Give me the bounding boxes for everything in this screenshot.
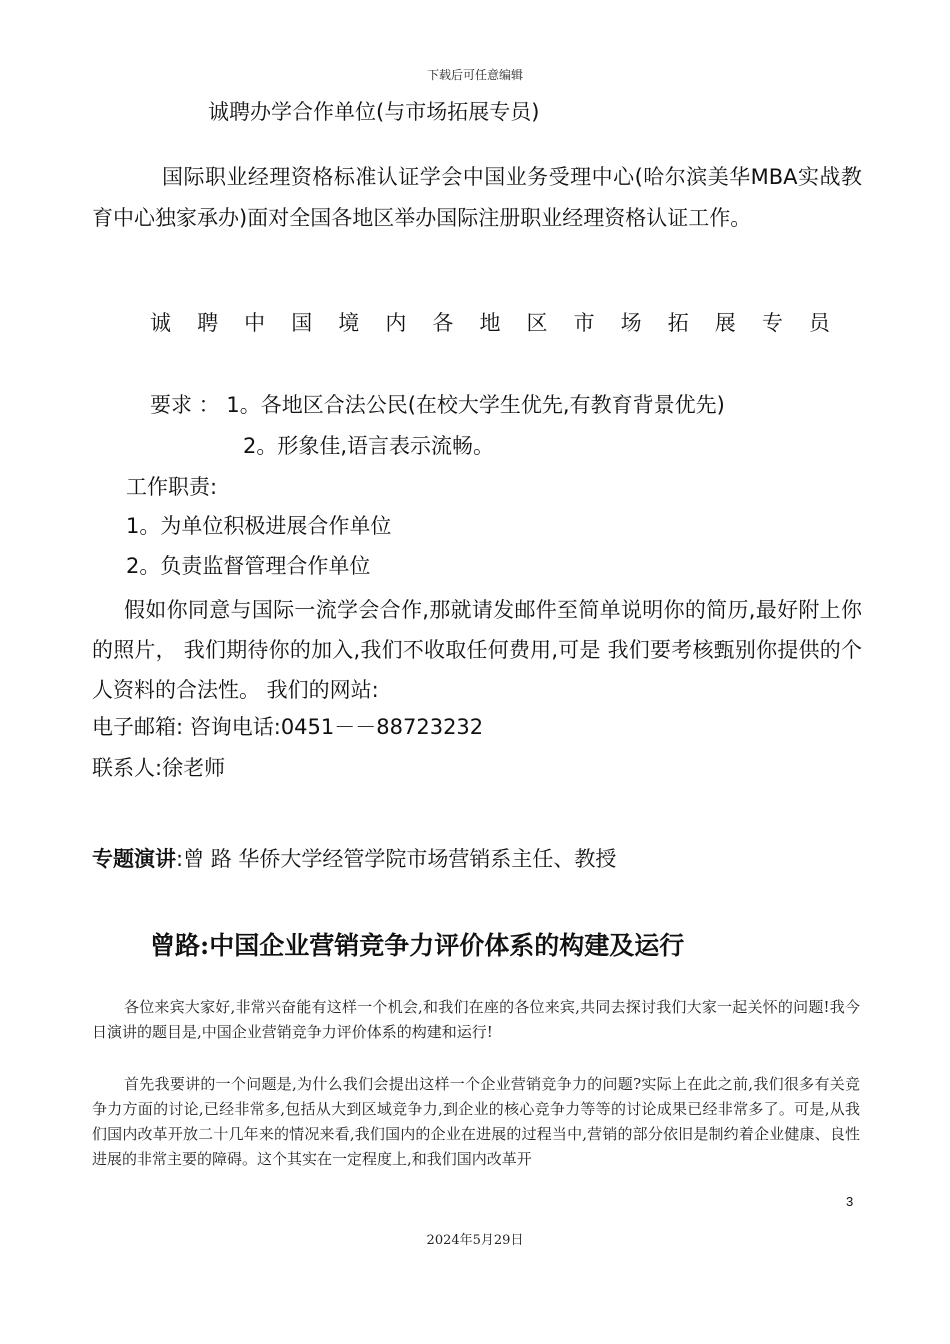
recruit-char: 中 [244, 311, 266, 335]
recruit-char: 地 [479, 311, 501, 335]
lecture-line [92, 843, 616, 873]
body-paragraph-1: 各位来宾大家好,非常兴奋能有这样一个机会,和我们在座的各位来宾,共同去探讨我们大家一起关怀的问题!我今日演讲的题目是,中国企业营销竞争力评价体系的构建和运行! [92, 998, 860, 1041]
duties-heading: 工作职责: [126, 475, 218, 499]
footer-date: 2024年5月29日 [426, 1233, 524, 1248]
body-paragraph-2: 首先我要讲的一个问题是,为什么我们会提出这样一个企业营销竞争力的问题?实际上在此之前,我们很多有关竞争力方面的讨论,已经非常多,包括从大到区域竞争力,到企业的核心竞争力等等的讨论成果已经非常多了。可是,从我们国内改革开放二十几年来的情况来看,我们国内的企业在进展的过程当中,营销的部分依旧是制约着企业健康、良性进展的非常主要的障碍。这个其实在一定程度上,和我们国内改革开 [92, 1075, 860, 1168]
recruit-title: 诚聘办学合作单位(与市场拓展专员) [208, 100, 540, 124]
recruit-char: 市 [573, 311, 595, 335]
recruit-char: 区 [526, 311, 548, 335]
recruit-char: 各 [432, 311, 454, 335]
invite-paragraph: 假如你同意与国际一流学会合作,那就请发邮件至简单说明你的简历,最好附上你的照片， 我们期待你的加入,我们不收取任何费用,可是 我们要考核甄别你提供的个人资料的合法性。 我们的网站: [92, 598, 862, 702]
recruit-char: 聘 [197, 311, 219, 335]
intro-paragraph: 国际职业经理资格标准认证学会中国业务受理中心(哈尔滨美华MBA实战教育中心独家承办)面对全国各地区举办国际注册职业经理资格认证工作。 [92, 165, 862, 230]
contact-person: 联系人:徐老师 [92, 756, 226, 780]
duty-item-1: 1。为单位积极进展合作单位 [126, 514, 392, 538]
recruit-char: 场 [620, 311, 642, 335]
requirement-line-1: 要求 ： 1。各地区合法公民(在校大学生优先,有教育背景优先) [150, 393, 725, 417]
contact-email-phone: 电子邮箱: 咨询电话:0451－－88723232 [92, 715, 484, 739]
recruit-char: 内 [385, 311, 407, 335]
recruit-char: 境 [338, 311, 360, 335]
duty-item-2: 2。负责监督管理合作单位 [126, 554, 371, 578]
page-number: 3 [846, 1194, 854, 1209]
speech-title: 曾路:中国企业营销竞争力评价体系的构建及运行 [150, 931, 685, 960]
lecture-text: :曾 路 华侨大学经管学院市场营销系主任、教授 [176, 847, 617, 871]
recruit-char: 诚 [150, 311, 171, 335]
lecture-label: 专题演讲 [92, 847, 176, 871]
recruit-char: 拓 [667, 311, 689, 335]
recruit-char: 员 [808, 311, 830, 335]
requirement-line-2: 2。形象佳,语言表示流畅。 [243, 434, 495, 458]
recruit-char: 专 [761, 311, 783, 335]
header-note: 下载后可任意编辑 [426, 68, 523, 82]
recruit-char: 国 [291, 311, 313, 335]
recruit-banner [150, 307, 830, 337]
recruit-char: 展 [714, 311, 736, 335]
